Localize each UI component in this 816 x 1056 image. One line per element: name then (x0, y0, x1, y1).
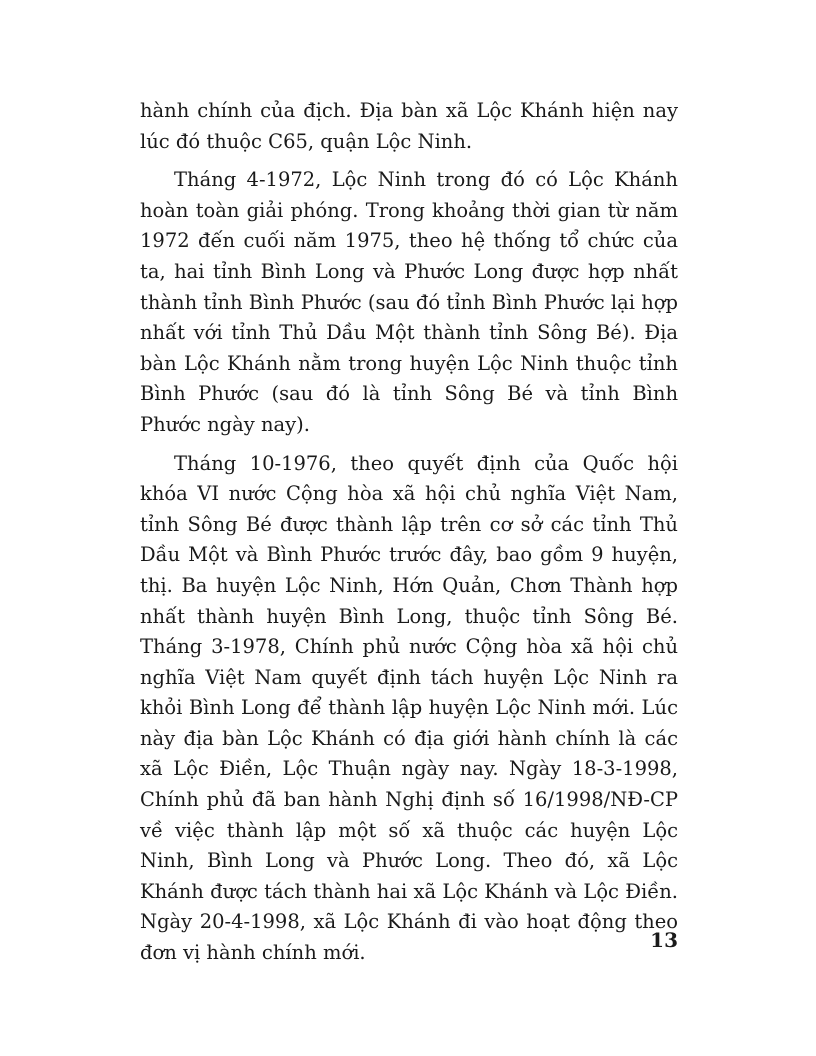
paragraph-1972: Tháng 4-1972, Lộc Ninh trong đó có Lộc Khánh hoàn toàn giải phóng. Trong khoảng thời gian từ năm 1972 đến cuối năm 1975, theo hệ thống tổ chức của ta, hai tỉnh Bình Long và Phước Long được hợp nhất thành tỉnh Bình Phước (sau đó tỉnh Bình Phước lại hợp nhất với tỉnh Thủ Dầu Một thành tỉnh Sông Bé). Địa bàn Lộc Khánh nằm trong huyện Lộc Ninh thuộc tỉnh Bình Phước (sau đó là tỉnh Sông Bé và tỉnh Bình Phước ngày nay). (140, 168, 678, 436)
page-number: 13 (650, 928, 678, 952)
paragraph-continuation: hành chính của địch. Địa bàn xã Lộc Khánh hiện nay lúc đó thuộc C65, quận Lộc Ninh. (140, 99, 678, 153)
paragraph-1976: Tháng 10-1976, theo quyết định của Quốc hội khóa VI nước Cộng hòa xã hội chủ nghĩa Việt Nam, tỉnh Sông Bé được thành lập trên cơ sở các tỉnh Thủ Dầu Một và Bình Phước trước đây, bao gồm 9 huyện, thị. Ba huyện Lộc Ninh, Hớn Quản, Chơn Thành hợp nhất thành huyện Bình Long, thuộc tỉnh Sông Bé. Tháng 3-1978, Chính phủ nước Cộng hòa xã hội chủ nghĩa Việt Nam quyết định tách huyện Lộc Ninh ra khỏi Bình Long để thành lập huyện Lộc Ninh mới. Lúc này địa bàn Lộc Khánh có địa giới hành chính là các xã Lộc Điền, Lộc Thuận ngày nay. Ngày 18-3-1998, Chính phủ đã ban hành Nghị định số 16/1998/NĐ-CP về việc thành lập một số xã thuộc các huyện Lộc Ninh, Bình Long và Phước Long. Theo đó, xã Lộc Khánh được tách thành hai xã Lộc Khánh và Lộc Điền. Ngày 20-4-1998, xã Lộc Khánh đi vào hoạt động theo đơn vị hành chính mới. (140, 451, 678, 965)
body-text (140, 96, 678, 969)
